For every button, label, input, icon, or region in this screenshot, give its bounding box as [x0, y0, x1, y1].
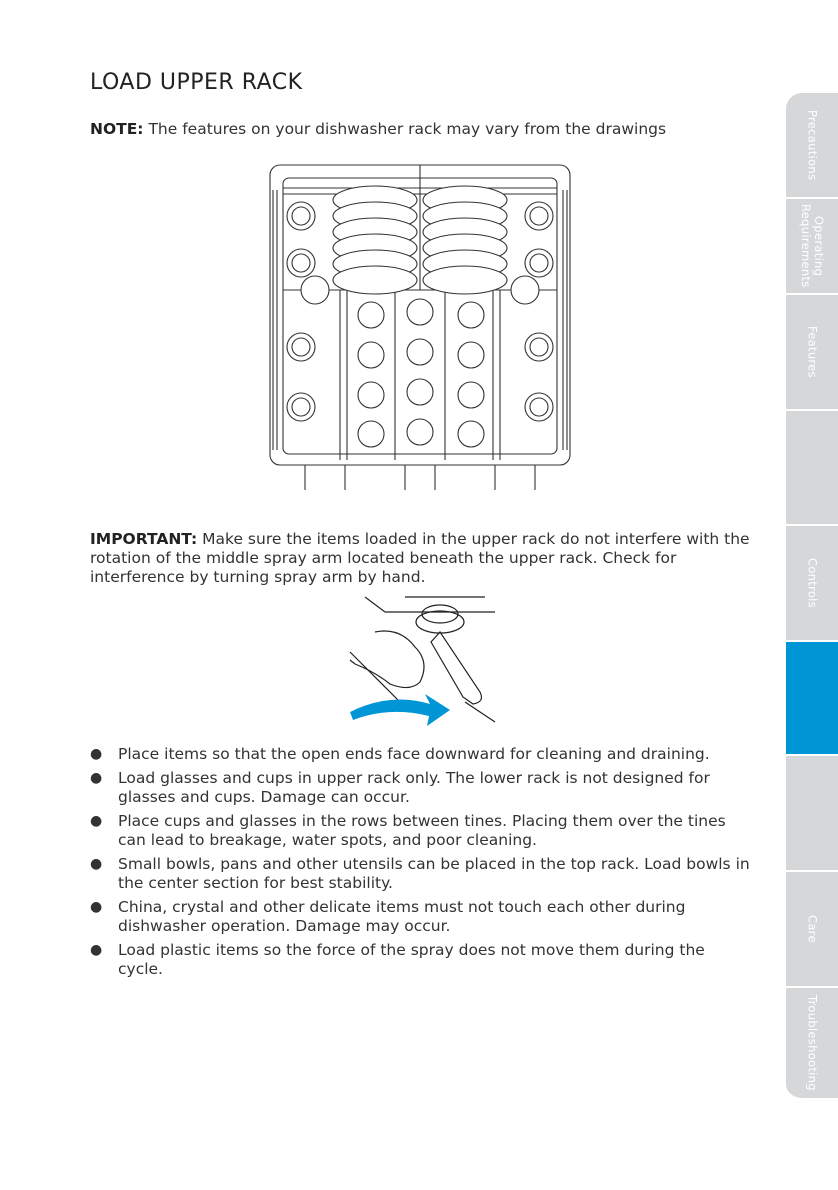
tab-operating-requirements[interactable]: Operating Requirements	[786, 199, 838, 295]
note-paragraph	[90, 120, 666, 138]
tab-blank-2[interactable]	[786, 756, 838, 872]
spray-arm-illustration	[345, 592, 500, 737]
important-paragraph	[90, 530, 750, 587]
important-text: Make sure the items loaded in the upper rack do not interfere with the rotation of the middle spray arm located beneath the upper rack. Check for interference by turning spray arm by hand.	[90, 530, 750, 586]
glasses-grid	[358, 299, 484, 447]
right-plate-stack	[423, 186, 507, 294]
bullet-dot-icon: ●	[90, 856, 103, 872]
bullet-dot-icon: ●	[90, 746, 103, 762]
left-plate-stack	[333, 186, 417, 294]
bullet-dot-icon: ●	[90, 813, 103, 829]
tab-troubleshooting[interactable]: Troubleshooting	[786, 988, 838, 1100]
tips-list	[90, 745, 750, 984]
tab-care[interactable]: Care	[786, 872, 838, 988]
list-item: ● Load glasses and cups in upper rack only. The lower rack is not designed for glasses and cups. Damage can occur.	[90, 769, 710, 806]
tab-controls[interactable]: Controls	[786, 526, 838, 642]
important-label: IMPORTANT:	[90, 530, 198, 548]
cup	[301, 276, 329, 304]
list-item: ● Load plastic items so the force of the spray does not move them during the cycle.	[90, 941, 705, 978]
rotate-arrow-icon	[350, 694, 450, 726]
note-text: The features on your dishwasher rack may vary from the drawings	[143, 120, 667, 138]
list-item: ● Small bowls, pans and other utensils can be placed in the top rack. Load bowls in the center section for best stability.	[90, 855, 750, 892]
bullet-dot-icon: ●	[90, 942, 103, 958]
upper-rack-illustration	[265, 160, 575, 495]
cup	[511, 276, 539, 304]
tab-blank-1[interactable]	[786, 411, 838, 526]
tab-current-section[interactable]	[786, 642, 838, 756]
list-item: ● Place items so that the open ends face downward for cleaning and draining.	[90, 745, 710, 763]
list-item: ● Place cups and glasses in the rows between tines. Placing them over the tines can lead to breakage, water spots, and poor cleaning.	[90, 812, 726, 849]
page-title: LOAD UPPER RACK	[90, 70, 303, 95]
list-item: ● China, crystal and other delicate items must not touch each other during dishwasher operation. Damage may occur.	[90, 898, 686, 935]
tab-features[interactable]: Features	[786, 295, 838, 411]
note-label: NOTE:	[90, 120, 144, 138]
bullet-dot-icon: ●	[90, 899, 103, 915]
tab-precautions[interactable]: Precautions	[786, 93, 838, 199]
bullet-dot-icon: ●	[90, 770, 103, 786]
